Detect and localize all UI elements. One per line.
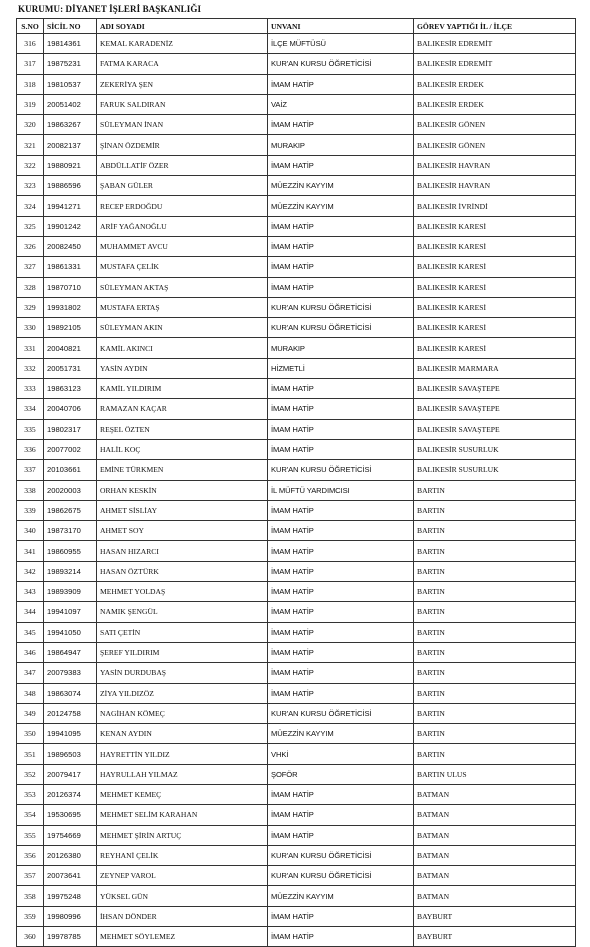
full-name-cell: ŞİNAN ÖZDEMİR [97, 135, 268, 155]
job-title-cell: İMAM HATİP [268, 74, 414, 94]
full-name-cell: MEHMET SELİM KARAHAN [97, 805, 268, 825]
table-row [17, 94, 576, 114]
sicil-number-cell: 19864947 [44, 642, 97, 662]
duty-location-cell: BAYBURT [414, 906, 576, 926]
job-title-cell: İMAM HATİP [268, 582, 414, 602]
duty-location-cell: BARTIN [414, 622, 576, 642]
duty-location-cell: BALIKESİR EDREMİT [414, 34, 576, 54]
table-row [17, 724, 576, 744]
table-row [17, 318, 576, 338]
sicil-number-cell: 20040821 [44, 338, 97, 358]
job-title-cell: İLÇE MÜFTÜSÜ [268, 34, 414, 54]
job-title-cell: KUR'AN KURSU ÖĞRETİCİSİ [268, 866, 414, 886]
table-row [17, 784, 576, 804]
table-row [17, 845, 576, 865]
row-number-cell: 360 [17, 927, 44, 947]
full-name-cell: SATI ÇETİN [97, 622, 268, 642]
duty-location-cell: BALIKESİR KARESİ [414, 297, 576, 317]
duty-location-cell: BARTIN [414, 744, 576, 764]
institution-heading: KURUMU: DİYANET İŞLERİ BAŞKANLIĞI [18, 4, 202, 14]
sicil-number-cell: 19896503 [44, 744, 97, 764]
sicil-number-cell: 19941095 [44, 724, 97, 744]
sicil-number-cell: 19863074 [44, 683, 97, 703]
job-title-cell: İL MÜFTÜ YARDIMCISI [268, 480, 414, 500]
duty-location-cell: BARTIN [414, 703, 576, 723]
row-number-cell: 339 [17, 500, 44, 520]
duty-location-cell: BATMAN [414, 886, 576, 906]
job-title-cell: KUR'AN KURSU ÖĞRETİCİSİ [268, 845, 414, 865]
table-row [17, 906, 576, 926]
row-number-cell: 333 [17, 379, 44, 399]
sicil-number-cell: 20077002 [44, 439, 97, 459]
duty-location-cell: BAYBURT [414, 927, 576, 947]
job-title-cell: MÜEZZİN KAYYIM [268, 886, 414, 906]
table-row [17, 703, 576, 723]
job-title-cell: VAİZ [268, 94, 414, 114]
full-name-cell: HASAN HIZARCI [97, 541, 268, 561]
duty-location-cell: BALIKESİR SAVAŞTEPE [414, 379, 576, 399]
full-name-cell: SÜLEYMAN AKIN [97, 318, 268, 338]
row-number-cell: 357 [17, 866, 44, 886]
table-row [17, 379, 576, 399]
sicil-number-cell: 19870710 [44, 277, 97, 297]
table-row [17, 805, 576, 825]
job-title-cell: KUR'AN KURSU ÖĞRETİCİSİ [268, 703, 414, 723]
table-row [17, 338, 576, 358]
job-title-cell: ŞOFÖR [268, 764, 414, 784]
duty-location-cell: BALIKESİR MARMARA [414, 358, 576, 378]
full-name-cell: YASİN DURDUBAŞ [97, 663, 268, 683]
sicil-number-cell: 19814361 [44, 34, 97, 54]
job-title-cell: İMAM HATİP [268, 236, 414, 256]
full-name-cell: RECEP ERDOĞDU [97, 196, 268, 216]
duty-location-cell: BALIKESİR EDREMİT [414, 54, 576, 74]
table-row [17, 216, 576, 236]
row-number-cell: 336 [17, 439, 44, 459]
full-name-cell: FARUK SALDIRAN [97, 94, 268, 114]
sicil-number-cell: 19893909 [44, 582, 97, 602]
full-name-cell: MUSTAFA ERTAŞ [97, 297, 268, 317]
table-row [17, 277, 576, 297]
table-row [17, 74, 576, 94]
job-title-cell: İMAM HATİP [268, 521, 414, 541]
sicil-number-cell: 19863267 [44, 115, 97, 135]
job-title-cell: HİZMETLİ [268, 358, 414, 378]
full-name-cell: ZEYNEP VAROL [97, 866, 268, 886]
full-name-cell: KENAN AYDIN [97, 724, 268, 744]
full-name-cell: SÜLEYMAN AKTAŞ [97, 277, 268, 297]
full-name-cell: SÜLEYMAN İNAN [97, 115, 268, 135]
table-row [17, 399, 576, 419]
full-name-cell: ORHAN KESKİN [97, 480, 268, 500]
full-name-cell: MEHMET YOLDAŞ [97, 582, 268, 602]
row-number-cell: 332 [17, 358, 44, 378]
sicil-number-cell: 20020003 [44, 480, 97, 500]
duty-location-cell: BATMAN [414, 825, 576, 845]
job-title-cell: İMAM HATİP [268, 784, 414, 804]
job-title-cell: İMAM HATİP [268, 642, 414, 662]
column-header-title: UNVANI [268, 19, 414, 34]
table-row [17, 500, 576, 520]
job-title-cell: İMAM HATİP [268, 561, 414, 581]
sicil-number-cell: 19873170 [44, 521, 97, 541]
table-row [17, 582, 576, 602]
row-number-cell: 326 [17, 236, 44, 256]
sicil-number-cell: 19941097 [44, 602, 97, 622]
row-number-cell: 352 [17, 764, 44, 784]
row-number-cell: 328 [17, 277, 44, 297]
full-name-cell: HASAN ÖZTÜRK [97, 561, 268, 581]
sicil-number-cell: 19892105 [44, 318, 97, 338]
table-row [17, 927, 576, 947]
duty-location-cell: BALIKESİR ERDEK [414, 74, 576, 94]
full-name-cell: MUSTAFA ÇELİK [97, 257, 268, 277]
sicil-number-cell: 19530695 [44, 805, 97, 825]
column-header-location: GÖREV YAPTIĞI İL / İLÇE [414, 19, 576, 34]
sicil-number-cell: 20073641 [44, 866, 97, 886]
row-number-cell: 327 [17, 257, 44, 277]
sicil-number-cell: 20126374 [44, 784, 97, 804]
full-name-cell: MEHMET SÖYLEMEZ [97, 927, 268, 947]
job-title-cell: İMAM HATİP [268, 277, 414, 297]
duty-location-cell: BARTIN [414, 521, 576, 541]
sicil-number-cell: 19941271 [44, 196, 97, 216]
job-title-cell: İMAM HATİP [268, 399, 414, 419]
duty-location-cell: BALIKESİR İVRİNDİ [414, 196, 576, 216]
row-number-cell: 359 [17, 906, 44, 926]
sicil-number-cell: 19754669 [44, 825, 97, 845]
table-row [17, 34, 576, 54]
full-name-cell: ŞEREF YILDIRIM [97, 642, 268, 662]
job-title-cell: İMAM HATİP [268, 115, 414, 135]
sicil-number-cell: 20124758 [44, 703, 97, 723]
duty-location-cell: BARTIN ULUS [414, 764, 576, 784]
duty-location-cell: BARTIN [414, 480, 576, 500]
sicil-number-cell: 20040706 [44, 399, 97, 419]
table-row [17, 683, 576, 703]
sicil-number-cell: 19862675 [44, 500, 97, 520]
row-number-cell: 345 [17, 622, 44, 642]
table-row [17, 115, 576, 135]
table-header-row [17, 19, 576, 34]
sicil-number-cell: 20051402 [44, 94, 97, 114]
duty-location-cell: BALIKESİR GÖNEN [414, 135, 576, 155]
duty-location-cell: BALIKESİR ERDEK [414, 94, 576, 114]
table-row [17, 155, 576, 175]
row-number-cell: 325 [17, 216, 44, 236]
duty-location-cell: BALIKESİR SAVAŞTEPE [414, 419, 576, 439]
full-name-cell: HAYRULLAH YILMAZ [97, 764, 268, 784]
row-number-cell: 338 [17, 480, 44, 500]
full-name-cell: FATMA KARACA [97, 54, 268, 74]
sicil-number-cell: 19975248 [44, 886, 97, 906]
full-name-cell: MUHAMMET AVCU [97, 236, 268, 256]
full-name-cell: AHMET SİSLİAY [97, 500, 268, 520]
job-title-cell: İMAM HATİP [268, 419, 414, 439]
row-number-cell: 320 [17, 115, 44, 135]
duty-location-cell: BATMAN [414, 805, 576, 825]
duty-location-cell: BATMAN [414, 845, 576, 865]
sicil-number-cell: 19863123 [44, 379, 97, 399]
job-title-cell: İMAM HATİP [268, 216, 414, 236]
sicil-number-cell: 20079383 [44, 663, 97, 683]
job-title-cell: İMAM HATİP [268, 439, 414, 459]
sicil-number-cell: 19875231 [44, 54, 97, 74]
full-name-cell: RAMAZAN KAÇAR [97, 399, 268, 419]
table-body [17, 34, 576, 947]
personnel-table [16, 18, 576, 947]
job-title-cell: KUR'AN KURSU ÖĞRETİCİSİ [268, 318, 414, 338]
row-number-cell: 329 [17, 297, 44, 317]
job-title-cell: VHKİ [268, 744, 414, 764]
full-name-cell: NAGİHAN KÖMEÇ [97, 703, 268, 723]
job-title-cell: İMAM HATİP [268, 927, 414, 947]
sicil-number-cell: 19893214 [44, 561, 97, 581]
full-name-cell: ZİYA YILDIZÖZ [97, 683, 268, 703]
sicil-number-cell: 20082137 [44, 135, 97, 155]
table-row [17, 480, 576, 500]
job-title-cell: İMAM HATİP [268, 805, 414, 825]
full-name-cell: KAMİL YILDIRIM [97, 379, 268, 399]
sicil-number-cell: 19880921 [44, 155, 97, 175]
duty-location-cell: BARTIN [414, 541, 576, 561]
table-row [17, 460, 576, 480]
sicil-number-cell: 20103661 [44, 460, 97, 480]
row-number-cell: 344 [17, 602, 44, 622]
full-name-cell: EMİNE TÜRKMEN [97, 460, 268, 480]
table-row [17, 602, 576, 622]
duty-location-cell: BALIKESİR HAVRAN [414, 155, 576, 175]
full-name-cell: KAMİL AKINCI [97, 338, 268, 358]
row-number-cell: 334 [17, 399, 44, 419]
job-title-cell: İMAM HATİP [268, 663, 414, 683]
duty-location-cell: BALIKESİR KARESİ [414, 257, 576, 277]
table-row [17, 541, 576, 561]
job-title-cell: MÜEZZİN KAYYIM [268, 724, 414, 744]
table-row [17, 176, 576, 196]
duty-location-cell: BALIKESİR KARESİ [414, 318, 576, 338]
row-number-cell: 351 [17, 744, 44, 764]
row-number-cell: 317 [17, 54, 44, 74]
full-name-cell: ŞABAN GÜLER [97, 176, 268, 196]
row-number-cell: 342 [17, 561, 44, 581]
full-name-cell: HAYRETTİN YILDIZ [97, 744, 268, 764]
row-number-cell: 322 [17, 155, 44, 175]
job-title-cell: MÜEZZİN KAYYIM [268, 176, 414, 196]
row-number-cell: 324 [17, 196, 44, 216]
job-title-cell: İMAM HATİP [268, 683, 414, 703]
row-number-cell: 350 [17, 724, 44, 744]
table-row [17, 257, 576, 277]
row-number-cell: 354 [17, 805, 44, 825]
duty-location-cell: BALIKESİR KARESİ [414, 216, 576, 236]
table-row [17, 135, 576, 155]
duty-location-cell: BALIKESİR KARESİ [414, 236, 576, 256]
row-number-cell: 335 [17, 419, 44, 439]
table-row [17, 54, 576, 74]
duty-location-cell: BARTIN [414, 582, 576, 602]
row-number-cell: 340 [17, 521, 44, 541]
full-name-cell: HALİL KOÇ [97, 439, 268, 459]
duty-location-cell: BALIKESİR GÖNEN [414, 115, 576, 135]
duty-location-cell: BARTIN [414, 683, 576, 703]
row-number-cell: 319 [17, 94, 44, 114]
row-number-cell: 358 [17, 886, 44, 906]
job-title-cell: İMAM HATİP [268, 379, 414, 399]
row-number-cell: 321 [17, 135, 44, 155]
table-row [17, 744, 576, 764]
sicil-number-cell: 19802317 [44, 419, 97, 439]
job-title-cell: MURAKIP [268, 135, 414, 155]
column-header-name: ADI SOYADI [97, 19, 268, 34]
column-header-sicil: SİCİL NO [44, 19, 97, 34]
row-number-cell: 318 [17, 74, 44, 94]
sicil-number-cell: 20079417 [44, 764, 97, 784]
table-row [17, 358, 576, 378]
job-title-cell: İMAM HATİP [268, 541, 414, 561]
full-name-cell: REŞEL ÖZTEN [97, 419, 268, 439]
duty-location-cell: BARTIN [414, 602, 576, 622]
duty-location-cell: BALIKESİR HAVRAN [414, 176, 576, 196]
job-title-cell: İMAM HATİP [268, 622, 414, 642]
table-row [17, 439, 576, 459]
row-number-cell: 348 [17, 683, 44, 703]
row-number-cell: 330 [17, 318, 44, 338]
job-title-cell: KUR'AN KURSU ÖĞRETİCİSİ [268, 460, 414, 480]
table-row [17, 521, 576, 541]
job-title-cell: MÜEZZİN KAYYIM [268, 196, 414, 216]
row-number-cell: 355 [17, 825, 44, 845]
column-header-sno: S.NO [17, 19, 44, 34]
duty-location-cell: BATMAN [414, 866, 576, 886]
sicil-number-cell: 19941050 [44, 622, 97, 642]
duty-location-cell: BALIKESİR KARESİ [414, 338, 576, 358]
sicil-number-cell: 19901242 [44, 216, 97, 236]
duty-location-cell: BARTIN [414, 642, 576, 662]
table-row [17, 622, 576, 642]
duty-location-cell: BARTIN [414, 663, 576, 683]
row-number-cell: 353 [17, 784, 44, 804]
sicil-number-cell: 19931802 [44, 297, 97, 317]
sicil-number-cell: 19978785 [44, 927, 97, 947]
job-title-cell: İMAM HATİP [268, 257, 414, 277]
duty-location-cell: BALIKESİR SUSURLUK [414, 460, 576, 480]
row-number-cell: 356 [17, 845, 44, 865]
job-title-cell: KUR'AN KURSU ÖĞRETİCİSİ [268, 297, 414, 317]
duty-location-cell: BALIKESİR KARESİ [414, 277, 576, 297]
full-name-cell: ZEKERİYA ŞEN [97, 74, 268, 94]
row-number-cell: 316 [17, 34, 44, 54]
table-row [17, 297, 576, 317]
full-name-cell: NAMIK ŞENGÜL [97, 602, 268, 622]
sicil-number-cell: 19980996 [44, 906, 97, 926]
row-number-cell: 323 [17, 176, 44, 196]
sicil-number-cell: 19861331 [44, 257, 97, 277]
full-name-cell: ARİF YAĞANOĞLU [97, 216, 268, 236]
job-title-cell: İMAM HATİP [268, 500, 414, 520]
table-row [17, 866, 576, 886]
duty-location-cell: BARTIN [414, 500, 576, 520]
full-name-cell: KEMAL KARADENİZ [97, 34, 268, 54]
duty-location-cell: BALIKESİR SAVAŞTEPE [414, 399, 576, 419]
full-name-cell: ABDÜLLATİF ÖZER [97, 155, 268, 175]
job-title-cell: İMAM HATİP [268, 906, 414, 926]
row-number-cell: 347 [17, 663, 44, 683]
table-row [17, 764, 576, 784]
full-name-cell: İHSAN DÖNDER [97, 906, 268, 926]
sicil-number-cell: 19860955 [44, 541, 97, 561]
table-row [17, 886, 576, 906]
table-row [17, 419, 576, 439]
job-title-cell: MURAKIP [268, 338, 414, 358]
full-name-cell: YASİN AYDIN [97, 358, 268, 378]
table-row [17, 561, 576, 581]
duty-location-cell: BARTIN [414, 561, 576, 581]
full-name-cell: MEHMET KEMEÇ [97, 784, 268, 804]
full-name-cell: MEHMET ŞİRİN ARTUÇ [97, 825, 268, 845]
job-title-cell: İMAM HATİP [268, 825, 414, 845]
duty-location-cell: BALIKESİR SUSURLUK [414, 439, 576, 459]
job-title-cell: İMAM HATİP [268, 602, 414, 622]
row-number-cell: 337 [17, 460, 44, 480]
full-name-cell: AHMET SOY [97, 521, 268, 541]
sicil-number-cell: 19886596 [44, 176, 97, 196]
duty-location-cell: BARTIN [414, 724, 576, 744]
job-title-cell: KUR'AN KURSU ÖĞRETİCİSİ [268, 54, 414, 74]
job-title-cell: İMAM HATİP [268, 155, 414, 175]
row-number-cell: 349 [17, 703, 44, 723]
row-number-cell: 346 [17, 642, 44, 662]
sicil-number-cell: 20126380 [44, 845, 97, 865]
table-row [17, 236, 576, 256]
sicil-number-cell: 20051731 [44, 358, 97, 378]
sicil-number-cell: 19810537 [44, 74, 97, 94]
full-name-cell: YÜKSEL GÜN [97, 886, 268, 906]
sicil-number-cell: 20082450 [44, 236, 97, 256]
table-row [17, 663, 576, 683]
table-row [17, 825, 576, 845]
row-number-cell: 341 [17, 541, 44, 561]
full-name-cell: REYHANİ ÇELİK [97, 845, 268, 865]
table-row [17, 196, 576, 216]
row-number-cell: 343 [17, 582, 44, 602]
table-row [17, 642, 576, 662]
row-number-cell: 331 [17, 338, 44, 358]
duty-location-cell: BATMAN [414, 784, 576, 804]
